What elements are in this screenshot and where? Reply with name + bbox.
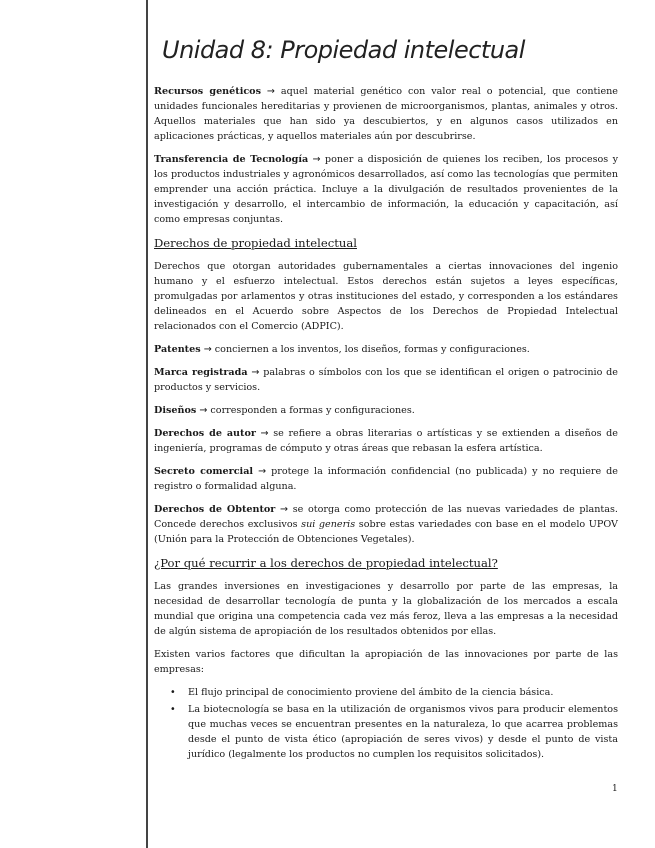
list-item [170, 702, 618, 762]
definition-text: aquel material genético con valor real o potencial, que contiene unidades funcionales hereditarias y provienen de microorganismos, plantas, animales y otros. Aquellos materiales que han sido ya descubiertos, y en algunos casos utilizados en aplicaciones prácticas, y aquellos materiales aún por descubrirse. [154, 86, 618, 142]
factors-list [154, 685, 618, 762]
page-margin-line [146, 0, 148, 848]
arrow-icon: → [280, 504, 289, 515]
bullet-icon: • [170, 687, 176, 698]
definition-secreto-comercial [154, 464, 618, 494]
italic-term: sui generis [301, 519, 356, 530]
term-label: Recursos genéticos [154, 86, 261, 97]
definition-disenos [154, 403, 618, 418]
bullet-icon: • [170, 704, 176, 715]
document-body [154, 84, 618, 764]
arrow-icon: → [260, 428, 269, 439]
list-item-text: El flujo principal de conocimiento proviene del ámbito de la ciencia básica. [188, 687, 554, 698]
term-label: Patentes [154, 344, 201, 355]
document-page [154, 0, 618, 848]
arrow-icon: → [266, 86, 275, 97]
term-label: Transferencia de Tecnología [154, 154, 309, 165]
section-intro-paragraph: Derechos que otorgan autoridades gubernamentales a ciertas innovaciones del ingenio humano y el esfuerzo intelectual. Estos derechos están sujetos a leyes específicas, promulgadas por arlamentos y otras instituciones del estado, y corresponden a los estándares delineados en el Acuerdo sobre Aspectos de los Derechos de Propiedad Intelectual relacionados con el Comercio (ADPIC). [154, 261, 618, 332]
definition-marca-registrada [154, 365, 618, 395]
definition-patentes [154, 342, 618, 357]
list-item [170, 685, 618, 700]
definition-text: poner a disposición de quienes los reciben, los procesos y los productos industriales y agronómicos desarrollados, así como las tecnologías que permiten emprender una acción práctica. Incluye a la divulgación de resultados provenientes de la investigación y desarrollo, el intercambio de información, la educación y capacitación, así como empresas conjuntas. [154, 154, 618, 225]
definition-text-after: sobre estas variedades con base en el modelo UPOV (Unión para la Protección de Obtenciones Vegetales). [154, 519, 618, 545]
term-label: Derechos de autor [154, 428, 256, 439]
arrow-icon: → [258, 466, 267, 477]
arrow-icon: → [251, 367, 260, 378]
page-number: 1 [612, 784, 618, 794]
term-label: Secreto comercial [154, 466, 254, 477]
definition-text-before: se otorga como protección de las nuevas variedades de plantas. Concede derechos exclusivos [154, 504, 618, 530]
definition-text: se refiere a obras literarias o artísticas y se extienden a diseños de ingeniería, programas de cómputo y otras áreas que rebasan la esfera artística. [154, 428, 618, 454]
term-label: Diseños [154, 405, 197, 416]
arrow-icon: → [203, 344, 212, 355]
definition-text: conciernen a los inventos, los diseños, formas y configuraciones. [214, 344, 530, 355]
section-heading-por-que: ¿Por qué recurrir a los derechos de propiedad intelectual? [154, 556, 498, 570]
paragraph-inversiones: Las grandes inversiones en investigaciones y desarrollo por parte de las empresas, la necesidad de desarrollar tecnología de punta y la globalización de los mercados a escala mundial que origina una competencia cada vez más feroz, lleva a las empresas a la necesidad de algún sistema de apropiación de los resultados obtenidos por ellas. [154, 581, 618, 637]
definition-text: palabras o símbolos con los que se identifican el origen o patrocinio de productos y servicios. [154, 367, 618, 393]
definition-derechos-autor [154, 426, 618, 456]
paragraph-factores: Existen varios factores que dificultan la apropiación de las innovaciones por parte de las empresas: [154, 649, 618, 675]
definition-recursos-geneticos [154, 84, 618, 144]
term-label: Derechos de Obtentor [154, 504, 276, 515]
list-item-text: La biotecnología se basa en la utilización de organismos vivos para producir elementos que muchas veces se encuentran presentes en la naturaleza, lo que acarrea problemas desde el punto de vista ético (apropiación de seres vivos) y desde el punto de vista jurídico (legalmente los productos no cumplen los requisitos solicitados). [188, 704, 618, 760]
arrow-icon: → [199, 405, 208, 416]
page-title: Unidad 8: Propiedad intelectual [162, 36, 525, 64]
definition-text: corresponden a formas y configuraciones. [210, 405, 415, 416]
section-heading-derechos: Derechos de propiedad intelectual [154, 236, 357, 250]
arrow-icon: → [312, 154, 321, 165]
definition-text: protege la información confidencial (no publicada) y no requiere de registro o formalidad alguna. [154, 466, 618, 492]
definition-derechos-obtentor [154, 502, 618, 547]
term-label: Marca registrada [154, 367, 248, 378]
definition-transferencia-tecnologia [154, 152, 618, 227]
